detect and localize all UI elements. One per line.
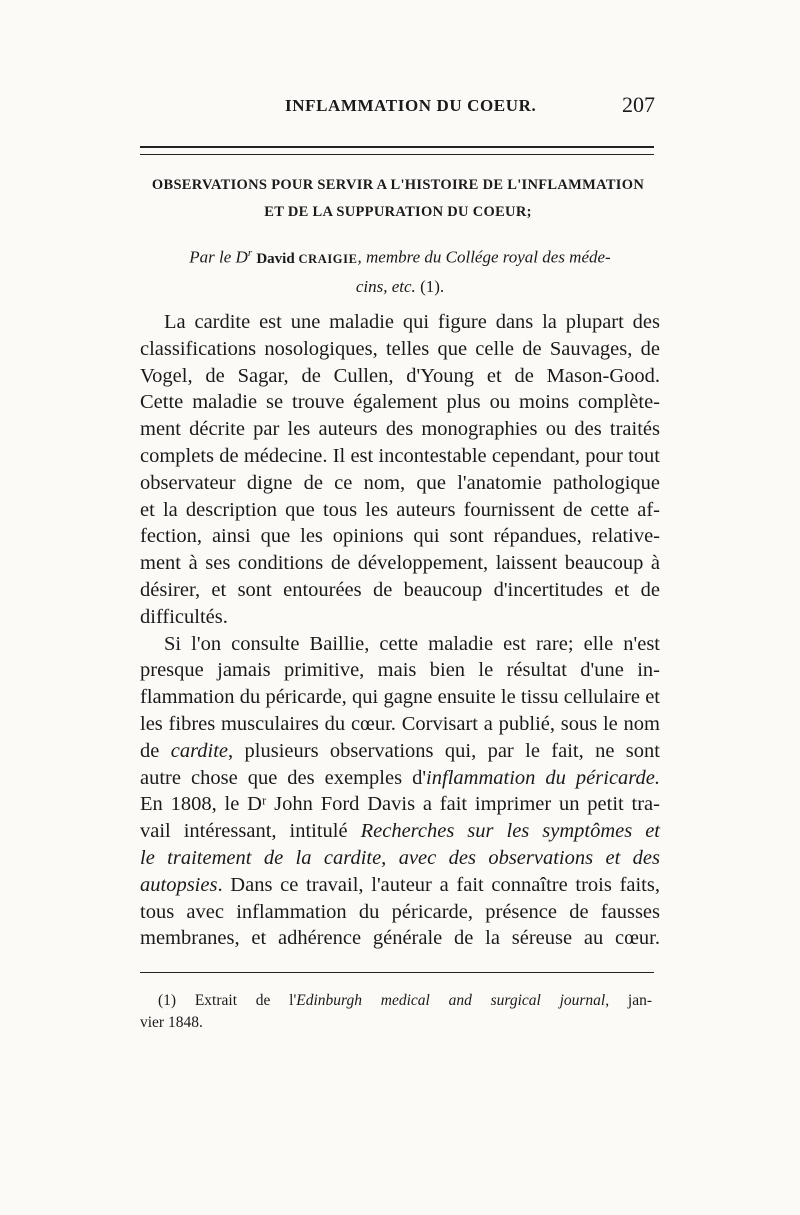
article-title-line-1: OBSERVATIONS POUR SERVIR A L'HISTOIRE DE L'INFLAMMATION	[151, 177, 645, 193]
footnote	[140, 990, 652, 1034]
article-title-line-2: ET DE LA SUPPURATION DU COEUR;	[264, 204, 532, 220]
body-text	[140, 309, 660, 952]
text-line	[140, 765, 660, 792]
italic-run: Edinburgh medical and surgical journal	[296, 992, 606, 1009]
italic-run: autopsies	[140, 873, 218, 896]
italic-run: Recherches sur les symptômes et	[360, 820, 660, 843]
text-run: vail intéressant, intitulé	[140, 820, 361, 843]
text-line: Si l'on consulte Baillie, cette maladie est rare; elle n'est	[164, 632, 660, 655]
article-title	[138, 172, 658, 226]
author-name	[256, 251, 357, 267]
text-run: autre chose que des exemples d'	[140, 766, 427, 789]
italic-run: le traitement de la cardite, avec des observations et des	[140, 846, 660, 869]
text-line	[140, 818, 660, 845]
text-run: , plusieurs observations qui, par le fait, ne sont	[228, 739, 660, 762]
text-run: . Dans ce travail, l'auteur a fait connaître trois faits,	[217, 873, 660, 896]
text-line: Vogel, de Sagar, de Cullen, d'Young et de Mason-Good.	[140, 364, 660, 387]
header-rule	[140, 146, 654, 155]
text-line: flammation du péricarde, qui gagne ensuite le tissu cellulaire et	[140, 686, 660, 709]
byline-suffix-line-1: , membre du Collége royal des méde-	[357, 247, 611, 267]
text-line: fection, ainsi que les opinions qui sont répandues, relative-	[140, 525, 660, 548]
author-first-name: David	[256, 250, 295, 267]
text-line: ment à ses conditions de développement, laissent beaucoup à	[140, 552, 660, 575]
text-line: classifications nosologiques, telles que celle de Sauvages, de	[140, 337, 660, 360]
italic-run: cardite	[170, 739, 229, 762]
footnote-line	[140, 990, 652, 1012]
text-line: Cette maladie se trouve également plus ou moins complète-	[140, 391, 660, 414]
page-number: 207	[622, 92, 655, 117]
byline-prefix-sup: r	[247, 247, 253, 259]
text-line	[140, 738, 660, 765]
byline	[145, 240, 655, 300]
italic-run: inflammation du péricarde.	[426, 766, 660, 789]
byline-prefix: Par le D	[189, 247, 248, 267]
text-line: complets de médecine. Il est incontestable cependant, pour tout	[140, 444, 660, 467]
text-line: difficultés.	[140, 605, 228, 628]
byline-suffix-line-2: cins, etc.	[355, 276, 416, 296]
text-line: les fibres musculaires du cœur. Corvisart a publié, sous le nom	[140, 712, 660, 735]
text-line: En 1808, le Dʳ John Ford Davis a fait imprimer un petit tra-	[140, 793, 660, 816]
running-head-title: INFLAMMATION DU COEUR.	[285, 96, 537, 115]
paragraph-1	[140, 309, 660, 631]
text-line	[140, 872, 660, 899]
text-line: observateur digne de ce nom, que l'anatomie pathologique	[140, 471, 660, 494]
footnote-line: vier 1848.	[140, 1014, 203, 1031]
paragraph-2	[140, 631, 660, 953]
text-run: de	[140, 739, 171, 762]
text-line: et la description que tous les auteurs fournissent de cette af-	[140, 498, 660, 521]
footnote-rule	[140, 972, 654, 973]
text-line: ment décrite par les auteurs des monographies ou des traités	[140, 418, 660, 441]
footnote-ref: (1).	[420, 276, 445, 296]
text-line: membranes, et adhérence générale de la séreuse au cœur.	[140, 927, 660, 950]
running-head	[140, 92, 655, 122]
text-line	[140, 845, 660, 872]
author-last-name: CRAIGIE	[298, 251, 358, 266]
text-line: La cardite est une maladie qui figure dans la plupart des	[164, 311, 660, 333]
text-run: , jan-	[605, 992, 652, 1009]
text-line: désirer, et sont entourées de beaucoup d'incertitudes et de	[140, 578, 660, 601]
text-line: tous avec inflammation du péricarde, présence de fausses	[140, 900, 660, 923]
text-run: (1) Extrait de l'	[158, 992, 297, 1009]
text-line: presque jamais primitive, mais bien le résultat d'une in-	[140, 659, 660, 682]
